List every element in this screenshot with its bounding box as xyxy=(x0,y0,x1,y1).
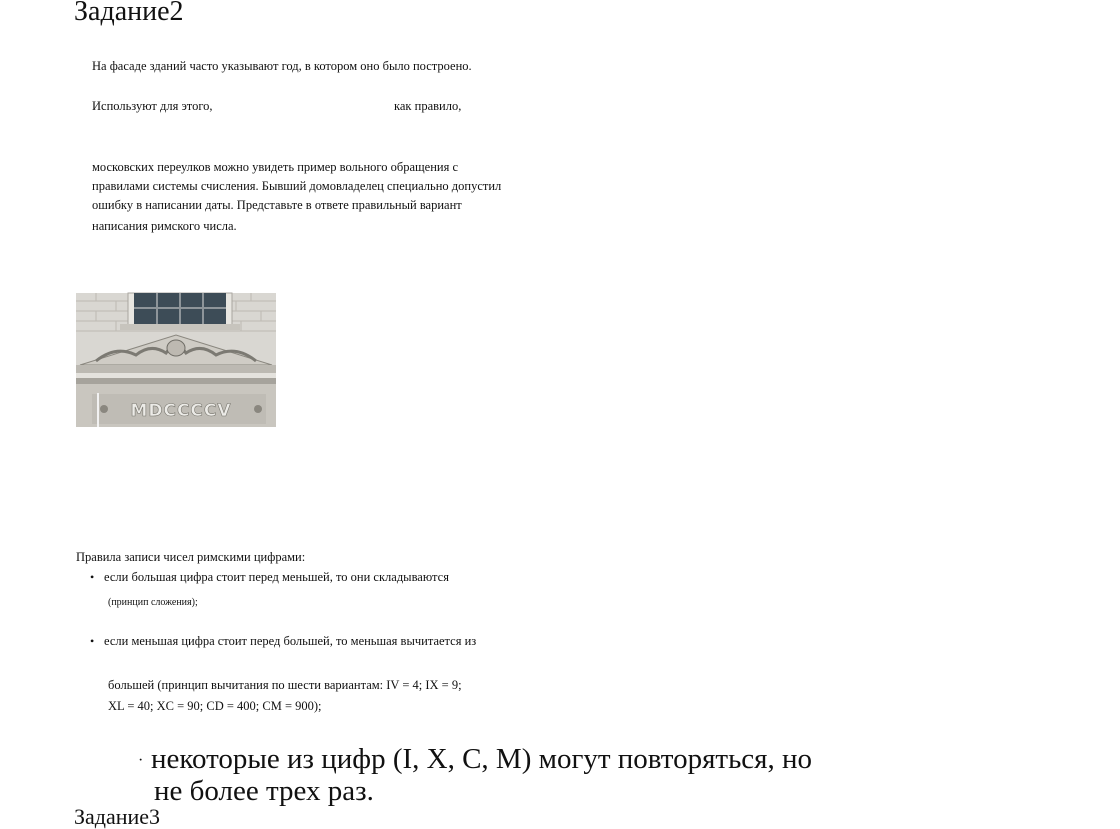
big-bullet-marker: · xyxy=(138,752,144,769)
intro-paragraph-line: правилами системы счисления. Бывший домовладелец специально допустил xyxy=(92,179,502,193)
rule-subtraction-cont: большей (принцип вычитания по шести вариантам: IV = 4; IX = 9; xyxy=(108,678,462,692)
rule-subtraction-cont: XL = 40; XC = 90; CD = 400; CM = 900); xyxy=(108,699,322,713)
rule-subtraction: если меньшая цифра стоит перед большей, то меньшая вычитается из xyxy=(104,634,477,648)
intro-paragraph-line: ошибку в написании даты. Представьте в ответе правильный вариант xyxy=(92,198,462,212)
rule-addition: если большая цифра стоит перед меньшей, то они складываются xyxy=(104,570,449,584)
intro-line-1: На фасаде зданий часто указывают год, в котором оно было построено. xyxy=(92,59,472,73)
rules-heading: Правила записи чисел римскими цифрами: xyxy=(76,550,306,564)
bullet-marker: • xyxy=(90,570,95,584)
inscription-text: MDCCCCV xyxy=(130,401,232,421)
next-section-title: Задание3 xyxy=(74,804,161,829)
rule-addition-note: (принцип сложения); xyxy=(108,597,198,608)
facade-photo xyxy=(76,293,276,427)
rule-repetition: некоторые из цифр (I, X, C, M) могут повторяться, но xyxy=(151,743,813,775)
bullet-marker: • xyxy=(90,634,95,648)
intro-line-2-end: как правило, xyxy=(394,99,462,113)
page-title: Задание2 xyxy=(74,0,184,27)
intro-paragraph-line: написания римского числа. xyxy=(92,219,237,233)
intro-paragraph-line: московских переулков можно увидеть пример вольного обращения с xyxy=(92,160,459,174)
rule-repetition-cont: не более трех раз. xyxy=(154,775,374,807)
intro-line-2-start: Используют для этого, xyxy=(92,99,213,113)
